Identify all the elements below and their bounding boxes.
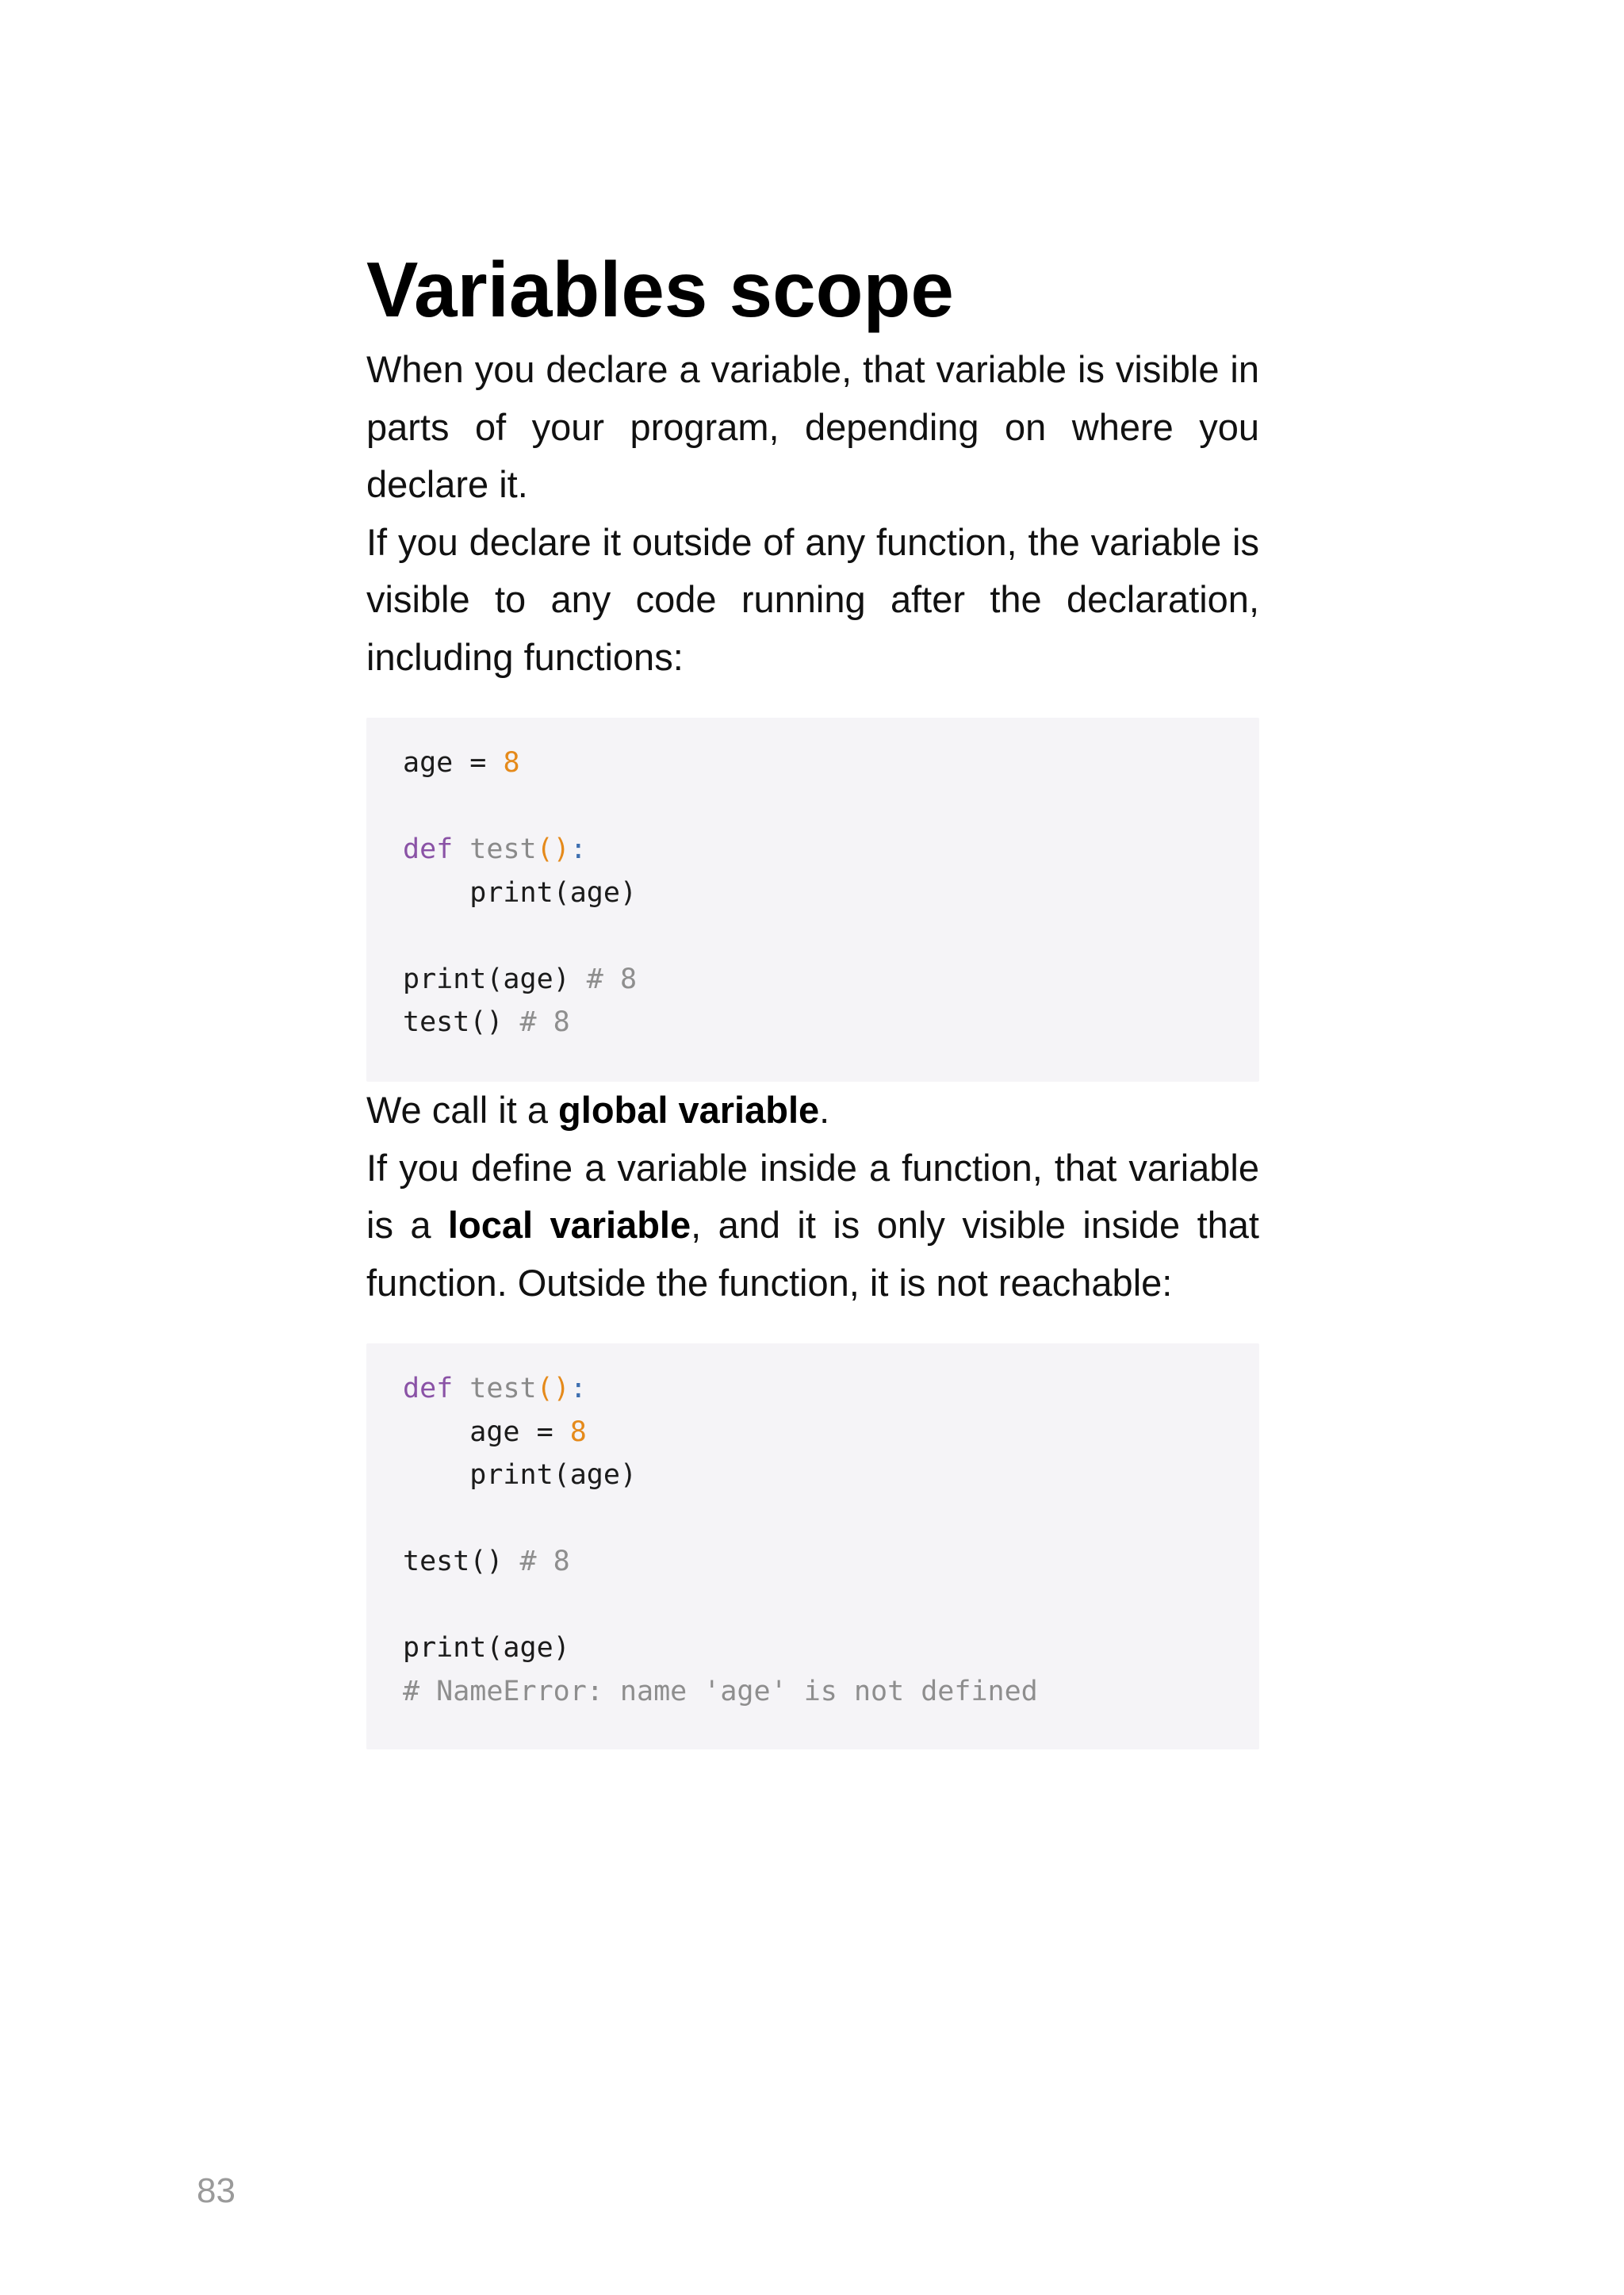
code-number: 8 [503,747,520,779]
code-line [403,1001,1223,1044]
text-run: , and it is only visible inside that function. Outside the function, it is not reachable: [366,1204,1259,1304]
global-variable-paragraph [366,1082,1259,1140]
text-run: We call it a [366,1089,559,1131]
code-line [403,872,1223,915]
page-number: 83 [197,2171,236,2210]
code-text: print(age) [403,963,587,995]
code-line [403,1367,1223,1411]
code-colon: : [569,1373,587,1404]
code-block-local [366,1343,1259,1749]
code-line [403,1454,1223,1497]
code-space [453,1373,469,1404]
intro-paragraph: When you declare a variable, that variable is visible in parts of your program, depending on where you declare it. [366,348,1259,505]
code-function-name: test [469,833,537,865]
code-line [403,1670,1223,1714]
local-variable-term: local variable [447,1204,691,1246]
code-space [453,833,469,865]
code-text: test() [403,1546,520,1577]
code-keyword: def [403,833,454,865]
code-comment: # 8 [519,1546,570,1577]
code-blank-line [403,1497,1223,1541]
code-keyword: def [403,1373,454,1404]
code-comment: # NameError: name 'age' is not defined [403,1675,1038,1707]
code-text: print(age) [403,876,638,909]
code-line [403,828,1223,872]
text-run: If you define a variable inside a function, that variable is a [366,1146,1259,1246]
code-comment: # 8 [519,1006,570,1038]
global-variable-term: global variable [558,1089,820,1131]
code-colon: : [569,833,587,865]
page-content [366,238,1259,1749]
code-blank-line [403,1584,1223,1627]
code-blank-line [403,785,1223,829]
code-comment: # 8 [586,963,638,995]
code-parens: () [536,1373,570,1404]
page-title: Variables scope [366,246,954,333]
code-line [403,1626,1223,1670]
code-line [403,1411,1223,1454]
code-text: print(age) [403,1632,570,1664]
code-line [403,741,1223,785]
code-text: test() [403,1006,520,1038]
code-blank-line [403,914,1223,958]
text-run: . [819,1089,830,1131]
code-number: 8 [569,1416,587,1448]
global-declaration-paragraph: If you declare it outside of any function, the variable is visible to any code running after the declaration, including functions: [366,520,1259,678]
code-block-global [366,718,1259,1082]
code-text: age = [403,747,504,779]
code-function-name: test [469,1373,537,1404]
local-variable-paragraph [366,1140,1259,1312]
code-line [403,1540,1223,1584]
code-parens: () [536,833,570,865]
code-line [403,958,1223,1002]
code-text: age = [403,1416,570,1448]
code-text: print(age) [403,1459,638,1491]
